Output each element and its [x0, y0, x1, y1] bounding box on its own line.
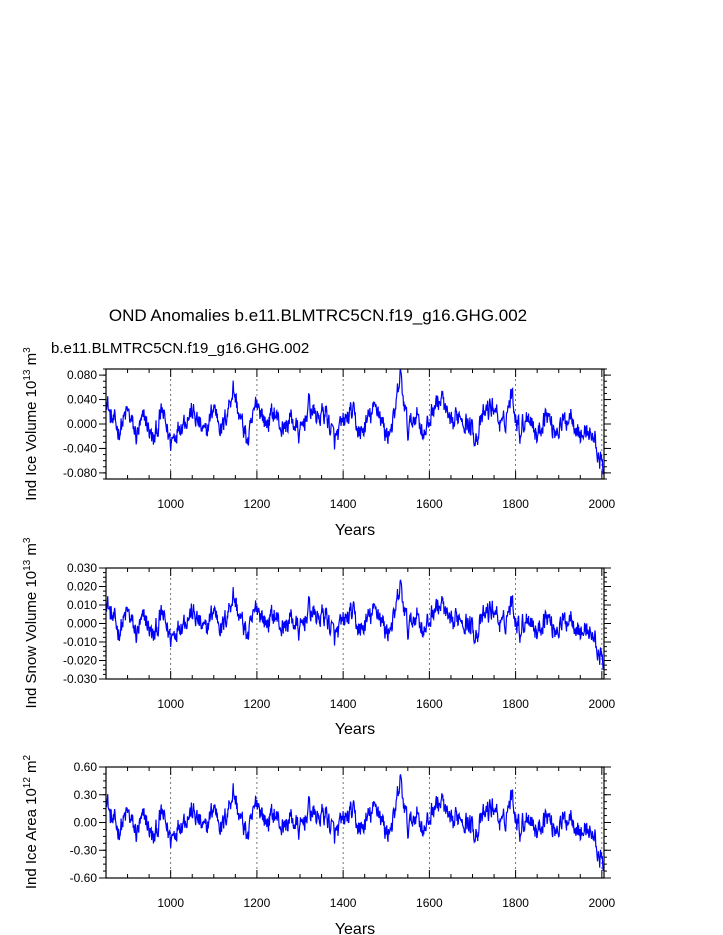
y-tick-label: 0.080 [66, 368, 97, 383]
y-tick-label: 0.30 [73, 787, 97, 802]
series-line [106, 774, 604, 870]
y-axis-label [22, 537, 40, 708]
chart-panels [22, 347, 616, 935]
x-tick-label: 1400 [329, 896, 357, 910]
y-axis-label-superscript: 3 [22, 347, 33, 353]
chart-title: OND Anomalies b.e11.BLMTRC5CN.f19_g16.GHG.002 [108, 306, 528, 325]
x-tick-label: 1000 [157, 497, 185, 511]
y-axis-label-part: m [23, 760, 40, 778]
y-tick-label: 0.030 [66, 561, 97, 575]
y-tick-label: -0.30 [69, 843, 97, 858]
y-tick-label: 0.040 [66, 392, 97, 407]
panel-1 [22, 347, 616, 539]
y-tick-label: 0.60 [73, 760, 97, 774]
y-tick-label: -0.030 [62, 672, 97, 686]
x-tick-label: 1200 [243, 497, 271, 511]
y-axis-label [22, 347, 40, 501]
x-tick-label: 1800 [502, 896, 529, 910]
y-tick-label: -0.080 [62, 465, 97, 480]
y-axis-label-superscript: 2 [22, 754, 33, 761]
panel-2 [22, 537, 616, 738]
x-tick-label: 1400 [329, 697, 357, 711]
x-tick-label: 2000 [588, 497, 616, 511]
x-axis-label: Years [334, 721, 376, 738]
x-tick-label: 1000 [157, 697, 185, 711]
y-axis-label-part: m [23, 543, 40, 560]
y-tick-label: 0.020 [66, 579, 97, 594]
y-axis-label-superscript: 3 [22, 537, 33, 544]
y-axis-label [22, 754, 40, 889]
y-axis-label-superscript: 13 [22, 559, 33, 571]
y-tick-label: 0.010 [66, 598, 97, 612]
y-tick-label: -0.040 [62, 441, 97, 456]
y-tick-label: 0.000 [66, 616, 97, 631]
x-tick-label: 1800 [502, 697, 529, 711]
y-axis-label-part: Ind Ice Volume 10 [23, 380, 40, 501]
y-axis-label-part: Ind Ice Area 10 [23, 788, 40, 890]
x-axis-label: Years [334, 921, 376, 935]
y-tick-label: -0.60 [69, 871, 97, 885]
y-tick-label: 0.00 [73, 815, 97, 830]
plot-frame [106, 369, 604, 479]
x-tick-label: 1000 [157, 896, 185, 910]
x-tick-label: 1800 [502, 497, 529, 511]
x-tick-label: 1200 [243, 697, 271, 711]
y-axis-label-superscript: 13 [22, 369, 33, 381]
chart-subtitle: b.e11.BLMTRC5CN.f19_g16.GHG.002 [51, 340, 310, 357]
x-tick-label: 2000 [588, 697, 616, 711]
y-tick-label: -0.010 [62, 635, 97, 649]
y-axis-label-part: m [23, 352, 40, 370]
y-axis-label-superscript: 12 [22, 777, 33, 789]
y-tick-label: -0.020 [62, 653, 97, 668]
series-line [106, 580, 604, 670]
x-tick-label: 1600 [416, 896, 443, 910]
x-tick-label: 2000 [588, 896, 616, 910]
panel-3 [22, 754, 616, 935]
y-tick-label: 0.000 [66, 417, 97, 431]
x-tick-label: 1400 [329, 497, 357, 511]
x-tick-label: 1200 [243, 896, 271, 910]
x-axis-label: Years [334, 522, 376, 539]
y-axis-label-part: Ind Snow Volume 10 [23, 570, 40, 709]
x-tick-label: 1600 [416, 497, 443, 511]
x-tick-label: 1600 [416, 697, 443, 711]
series-line [106, 369, 604, 474]
